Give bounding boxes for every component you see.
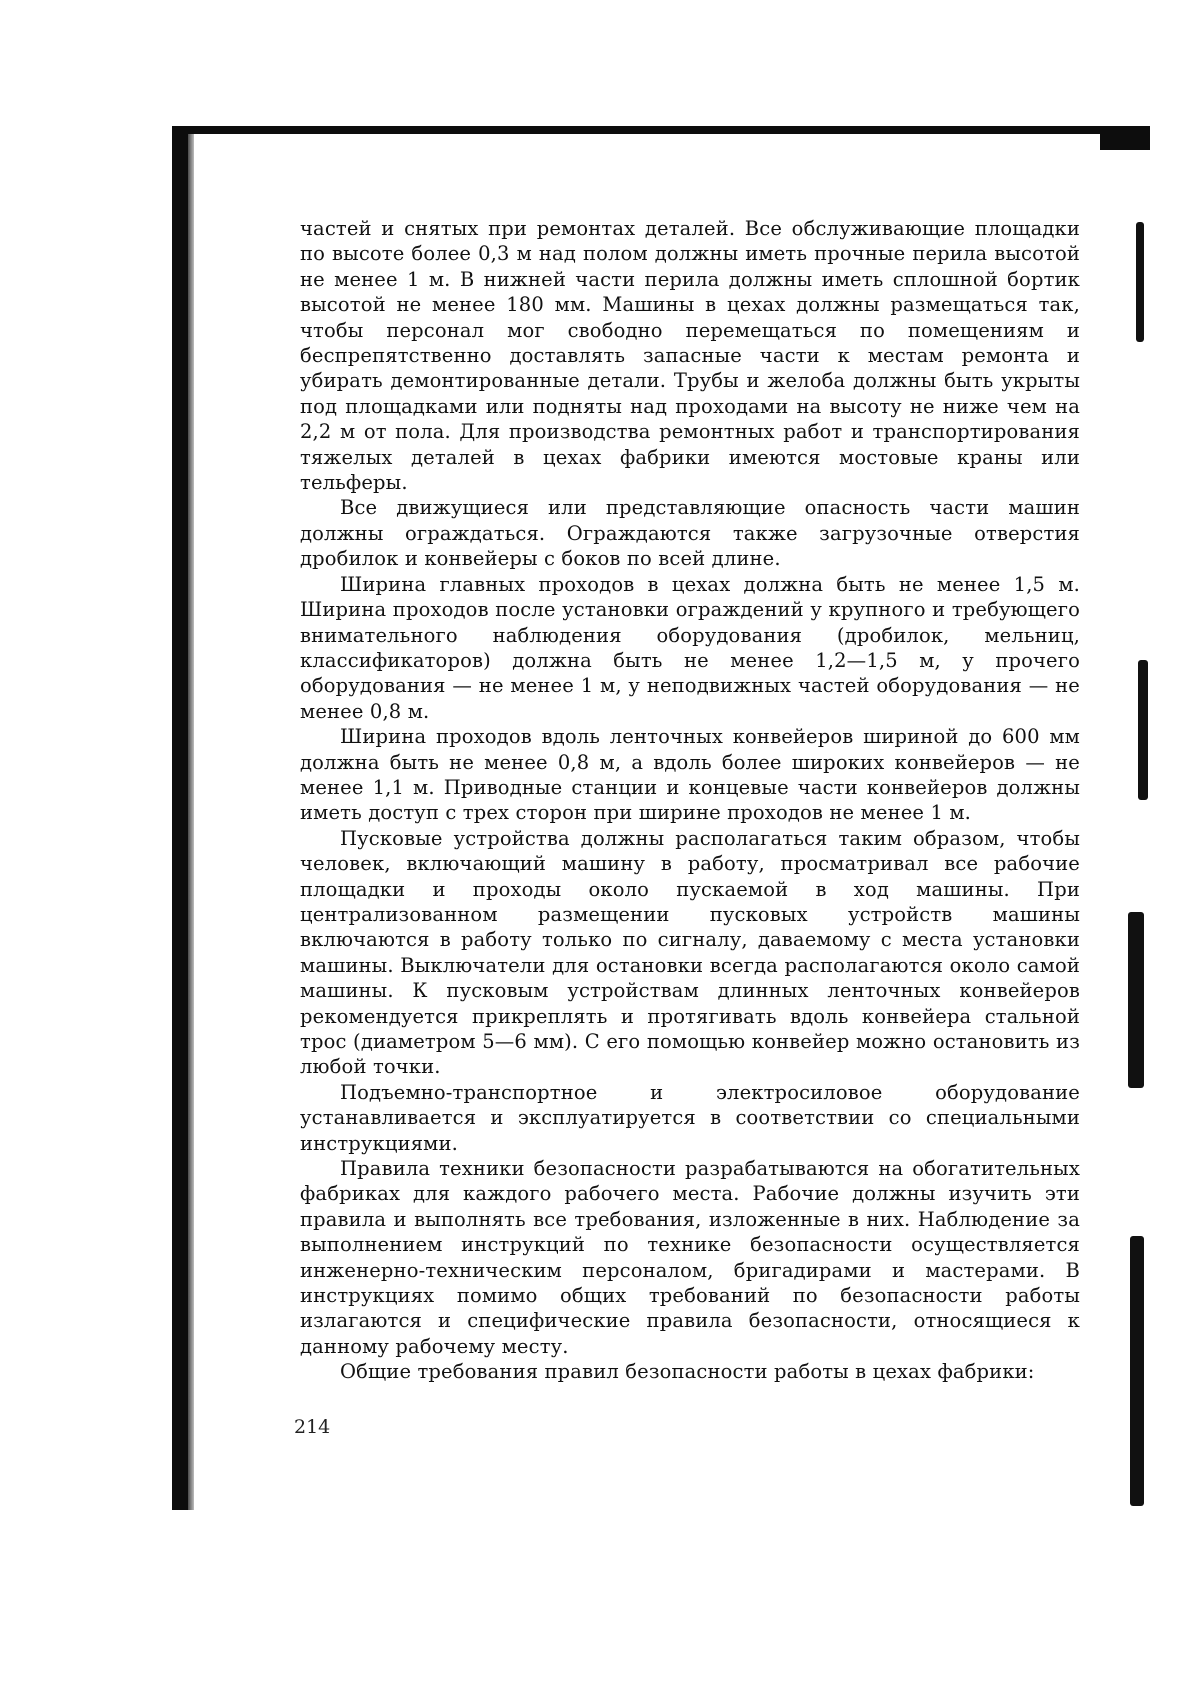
- paragraph: Ширина главных проходов в цехах должна быть не менее 1,5 м. Ширина проходов после установки ограждений у крупного и требующего внимательного наблюдения оборудования (дробилок, мельниц, классификаторов) должна быть не менее 1,2—1,5 м, у прочего оборудования — не менее 1 м, у неподвижных частей оборудования — не менее 0,8 м.: [300, 572, 1080, 724]
- page-number: 214: [294, 1416, 330, 1438]
- paragraph: Ширина проходов вдоль ленточных конвейеров шириной до 600 мм должна быть не менее 0,8 м, а вдоль более широких конвейеров — не менее 1,1 м. Приводные станции и концевые части конвейеров должны иметь доступ с трех сторон при ширине проходов не менее 1 м.: [300, 724, 1080, 826]
- scan-border-top: [172, 126, 1150, 134]
- paragraph-continued: частей и снятых при ремонтах деталей. Все обслуживающие площадки по высоте более 0,3 м над полом должны иметь прочные перила высотой не менее 1 м. В нижней части перила должны иметь сплошной бортик высотой не менее 180 мм. Машины в цехах должны размещаться так, чтобы персонал мог свободно перемещаться по помещениям и беспрепятственно доставлять запасные части к местам ремонта и убирать демонтированные детали. Трубы и желоба должны быть укрыты под площадками или подняты над проходами на высоту не ниже чем на 2,2 м от пола. Для производства ремонтных работ и транспортирования тяжелых деталей в цехах фабрики имеются мостовые краны или тельферы.: [300, 216, 1080, 495]
- scan-border-top-corner: [1100, 126, 1150, 150]
- paragraph: Правила техники безопасности разрабатываются на обогатительных фабриках для каждого рабочего места. Рабочие должны изучить эти правила и выполнять все требования, изложенные в них. Наблюдение за выполнением инструкций по технике безопасности осуществляется инженерно-техническим персоналом, бригадирами и мастерами. В инструкциях помимо общих требований по безопасности работы излагаются и специфические правила безопасности, относящиеся к данному рабочему месту.: [300, 1156, 1080, 1359]
- scan-artifact-mark: [1136, 222, 1144, 342]
- scan-artifact-mark: [1130, 1236, 1144, 1506]
- scan-border-left: [172, 126, 188, 1510]
- scan-artifact-mark: [1128, 912, 1144, 1088]
- paragraph: Подъемно-транспортное и электросиловое оборудование устанавливается и эксплуатируется в соответствии со специальными инструкциями.: [300, 1080, 1080, 1156]
- body-text: [300, 216, 1080, 1385]
- scan-artifact-mark: [1138, 660, 1148, 800]
- paragraph: Пусковые устройства должны располагаться таким образом, чтобы человек, включающий машину в работу, просматривал все рабочие площадки и проходы около пускаемой в ход машины. При централизованном размещении пусковых устройств машины включаются в работу только по сигналу, даваемому с места установки машины. Выключатели для остановки всегда располагаются около самой машины. К пусковым устройствам длинных ленточных конвейеров рекомендуется прикреплять и протягивать вдоль конвейера стальной трос (диаметром 5—6 мм). С его помощью конвейер можно остановить из любой точки.: [300, 826, 1080, 1080]
- paragraph: Общие требования правил безопасности работы в цехах фабрики:: [300, 1359, 1080, 1384]
- scan-border-left-shadow: [188, 126, 194, 1510]
- paragraph: Все движущиеся или представляющие опасность части машин должны ограждаться. Ограждаются также загрузочные отверстия дробилок и конвейеры с боков по всей длине.: [300, 495, 1080, 571]
- scanned-page: [0, 0, 1200, 1698]
